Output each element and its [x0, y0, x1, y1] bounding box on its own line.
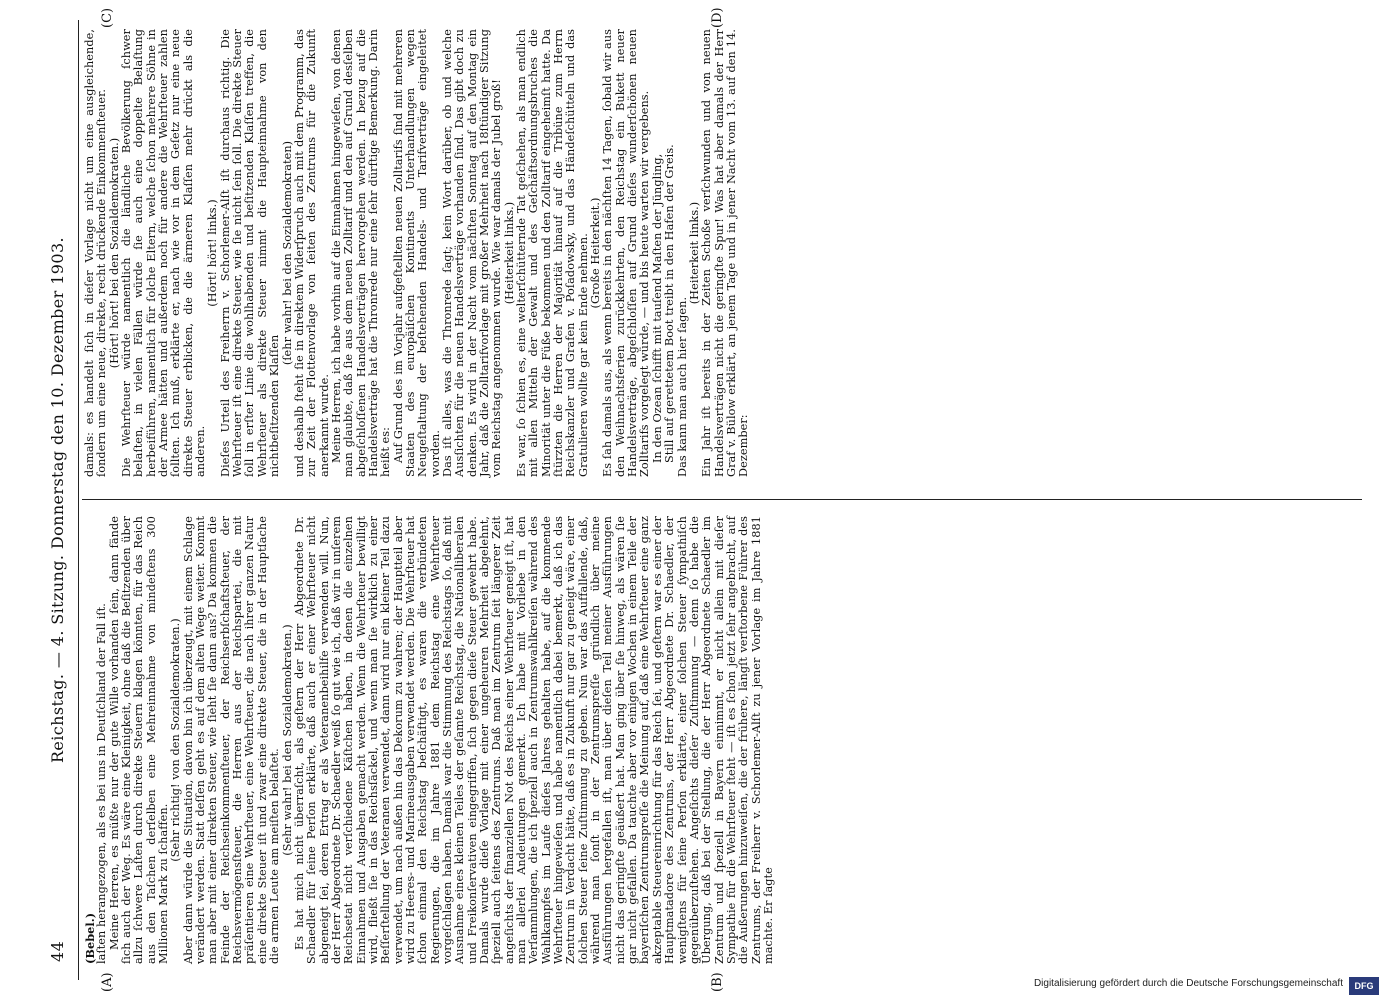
- interjection: (Sehr wahr! bei den Sozialdemokraten.): [280, 624, 294, 856]
- paragraph: Meine Herren, es müßte nur der gute Wille vorhanden ſein, dann fände ſich auch der Weg. Es wäre eine Kleinigkeit, ohne daß die Beſitzenden über allzu ſchwere Laſten durch direkte Steuern klagen könnten, für das Reich aus den Taſchen derſelben eine Mehreinnahme von mindeſtens 300 Millionen Mark zu ſchaffen.: [107, 516, 171, 964]
- paragraph: Aber dann würde die Situation, davon bin ich überzeugt, mit einem Schlage verändert werden. Statt deſſen geht es auf dem alten Wege weiter. Kommt man aber mit einer direkten Steuer, wie ſieht ſie dann aus? Da kommen die Feinde der Reichseinkommenſteuer, der Reichserbſchaftsſteuer, der Reichsvermögensſteuer, die Herren aus der Reichspartei, die mit präſentieren eine Wehrſteuer, eine Wehrſteuer, die nach ihrer ganzen Natur eine direkte Steuer iſt und zwar eine direkte Steuer, die in der Hauptſache die armen Leute am meiſten belaſtet.: [181, 516, 282, 964]
- running-title: Reichstag. — 4. Sitzung. Donnerstag den 10. Dezember 1903.: [48, 236, 67, 764]
- margin-mark-c: (C): [100, 7, 115, 28]
- paragraph: Es ſah damals aus, als wenn bereits in den nächſten 14 Tagen, ſobald wir aus den Weihnachtsferien zurückkehrten, den Reichstag ein Bukett neuer Handelsverträge, abgeſchloſſen auf Grund dieſes wunderſchönen neuen Zolltarifs vorgelegt würde, — und bis heute warten wir vergebens.: [601, 29, 652, 477]
- paragraph: Dieſes Urteil des Freiherrn v. Schorlemer-Alſt iſt durchaus richtig. Die Wehrſteuer iſt eine direkte Steuer, wie ſie nicht ſein ſoll. Die direkte Steuer ſoll in erſter Linie die wohlhabenden und beſitzenden Klaſſen treffen, die Wehrſteuer als direkte Steuer nimmt die Haupteinnahme von den nichtbeſitzenden Klaſſen: [218, 29, 282, 477]
- paragraph: Meine Herren, ich habe vorhin auf die Einnahmen hingewieſen, von denen man glaubte, daß ſie aus dem neuen Zolltarif und den auf Grund desſelben abgeſchloſſenen Handelsverträgen hervorgehen werden. In bezug auf die Handelsverträge hat die Thronrede nur eine ſehr dürftige Bemerkung. Darin heißt es:: [329, 29, 393, 477]
- dfg-logo: DFG: [1349, 977, 1379, 995]
- page-header: [48, 20, 74, 980]
- paragraph: damals: es handelt ſich in dieſer Vorlage nicht um eine ausgleichende, ſondern um eine neue, direkte, recht drückende Einkommenſteuer.: [83, 29, 109, 477]
- paragraph: Das iſt alles, was die Thronrede ſagt; kein Wort darüber, ob und welche Ausſichten für die neuen Handelsverträge vorhanden ſind. Das gibt doch zu denken. Es wird in der Nacht vom nächſten Sonntag auf den Montag ein Jahr, daß die Zolltarifvorlage mit großer Mehrheit nach 18ſtündiger Sitzung vom Reichstag angenommen wurde. Wie war damals der Jubel groß!: [440, 29, 504, 477]
- right-text-column: [84, 29, 751, 477]
- interjection: (Hört! hört! bei den Sozialdemokraten.): [107, 137, 121, 369]
- paragraph: Die Wehrſteuer würde namentlich die ländliche Bevölkerung ſchwer belaſten, in vielen Fällen würde ſie auch eine doppelte Belaſtung herbeiführen, namentlich für ſolche Eltern, welche ſchon mehrere Söhne in der Armee hätten und außerdem noch für andere die Wehrſteuer zahlen ſollten. Ich muß, erklärte er, nach wie vor in dem Geſetz nur eine neue direkte Steuer erblicken, die die ärmeren Klaſſen mehr drückt als die anderen.: [120, 29, 208, 477]
- interjection: (Heiterkeit links.): [687, 201, 701, 305]
- column-divider: [82, 499, 1362, 500]
- paragraph: Ein Jahr iſt bereits in der Zeiten Schoße verſchwunden und von neuen Handelsverträgen nicht die geringſte Spur! Was hat aber damals der Herr Graf v. Bülow erklärt, an jenem Tage und in jener Nacht vom 13. auf den 14. Dezember:: [700, 29, 751, 477]
- paragraph: Es war, ſo ſchien es, eine welterſchütternde Tat geſchehen, als man endlich mit allen Mitteln der Gewalt und des Geſchäftsordnungsbruches die Minorität unter die Füße bekommen und den Zolltarif eingeheimſt hatte. Da ſtürzten die Herren der Majorität hinauf auf die Tribüne zum Herrn Reichskanzler und Grafen v. Poſadowsky, und das Händeſchütteln und das Gratulieren wollte gar kein Ende nehmen.: [515, 29, 590, 477]
- source-footer: [0, 969, 1383, 997]
- paragraph: Es hat mich nicht überraſcht, als geſtern der Herr Abgeordnete Dr. Schaedler für ſeine Perſon erklärte, daß auch er einer Wehrſteuer nicht abgeneigt ſei, deren Ertrag er als Veteranenbeihilfe verwenden will. Nun, der Herr Abgeordnete Dr. Schaedler weiß ſo gut wie ich, daß wir in unſerem Reichsetat nicht verſchiedene Käſtchen haben, in denen die einzelnen Einnahmen und Ausgaben gemacht werden. Wenn die Wehrſteuer bewilligt wird, fließt ſie in das Reichsſäckel, und wenn man ſie wirklich zu einer Beſſerſtellung der Veteranen verwendet, dann wird nur ein kleiner Teil dazu verwendet, um nach außen hin das Dekorum zu wahren; der Hauptteil aber wird zu Heeres- und Marineausgaben verwendet werden. Die Wehrſteuer hat ſchon einmal den Reichstag beſchäftigt, es waren die verbündeten Regierungen, die im Jahre 1881 dem Reichstag eine Wehrſteuer vorgeſchlagen haben. Damals war die Stimmung des Reichstags ſo, daß mit Ausnahme eines kleinen Teiles der geſamte Reichstag, die Nationalliberalen und Freikonſervativen eingegriffen, ſich gegen dieſe Steuer gewehrt habe. Damals wurde dieſe Vorlage mit einer ungeheuren Mehrheit abgelehnt, ſpeziell auch ſeitens des Zentrums. Daß man im Zentrum ſeit längerer Zeit angeſichts der finanziellen Not des Reichs einer Wehrſteuer geneigt iſt, hat man allerlei Andeutungen gemerkt. Ich habe mit Vorliebe in den Verſammlungen, die ich ſpeziell auch in Zentrumswahlkreiſen während des Wahlkampfes im Laufe dieſes Jahres gehalten habe, auf die kommende Wehrſteuer hingewieſen und habe namentlich dabei bemerkt, daß ich das Zentrum in Verdacht hätte, daß es in Zukunft nur gar zu geneigt wäre, einer ſolchen Steuer ſeine Zuſtimmung zu geben. Nun war das Auffallende, daß, während man ſonſt in der Zentrumspreſſe gründlich über meine Ausführungen hergefallen iſt, man über dieſen Teil meiner Ausführungen nicht das geringſte geäußert hat. Man ging über ſie hinweg, als wären ſie gar nicht gefallen. Da tauchte aber vor einigen Wochen in einem Teile der bayeriſchen Zentrumspreſſe die Meinung auf, daß eine Wehrſteuer eine ganz akzeptable Steuereinrichtung für das Reich ſei, und geſtern war es einer der Hauptmatadore des Zentrums, der Herr Abgeordnete Dr. Schaedler, der wenigſtens für ſeine Perſon erklärte, einer ſolchen Steuer ſympathiſch gegenüberzuſtehen. Angeſichts dieſer Zuſtimmung — denn ſo habe die Übergung, daß bei der Stellung, die der Herr Abgeordnete Schaedler im Zentrum und ſpeziell in Bayern einnimmt, er nicht allein mit dieſer Sympathie für die Wehrſteuer ſteht — iſt es ſchon jetzt ſehr angebracht, auf die Äußerungen hinzuweiſen, die der frühere, längſt verſtorbene Führer des Zentrums, der Freiherr v. Schorlemer-Alſt zu jener Vorlage im Jahre 1881 machte. Er ſagte: [292, 516, 775, 964]
- paragraph: Das kann man auch hier ſagen.: [675, 296, 689, 477]
- interjection: (ſehr wahr! bei den Sozialdemokraten): [280, 140, 294, 366]
- interjection: (Große Heiterkeit.): [589, 197, 603, 309]
- header-rule: [78, 20, 79, 980]
- margin-mark-b: (B): [710, 972, 725, 992]
- paragraph: In den Ozean ſchifft mit tauſend Maſten der Jüngling,: [650, 153, 664, 463]
- paragraph: laſten herangezogen, als es bei uns in Deutſchland der Fall iſt.: [95, 603, 109, 964]
- paragraph: und deshalb ſteht ſie in direktem Widerſpruch auch mit dem Programm, das zur Zeit der Flottenvorlage von ſeiten des Zentrums für die Zukunft anerkannt wurde.: [292, 29, 331, 477]
- paragraph: Still auf gerettetem Boot treibt in den Hafen der Greis.: [663, 144, 677, 463]
- interjection: (Sehr richtig! von den Sozialdemokraten.): [169, 618, 183, 862]
- speaker-name: (Bebel.): [83, 912, 97, 964]
- left-text-column: [84, 516, 775, 964]
- margin-mark-a: (A): [100, 972, 115, 992]
- funding-note: Digitalisierung gefördert durch die Deutsche Forschungsgemeinschaft: [1033, 978, 1343, 989]
- page-number: 44: [48, 940, 67, 962]
- interjection: (Hört! hört! links.): [206, 199, 220, 307]
- interjection: (Heiterkeit links.): [502, 201, 516, 305]
- paragraph: Auf Grund des im Vorjahr aufgeſtellten neuen Zolltarifs ſind mit mehreren Staaten des europäiſchen Kontinents Unterhandlungen wegen Neugeſtaltung der beſtehenden Handels- und Tarifverträge eingeleitet worden.: [391, 29, 442, 477]
- margin-mark-d: (D): [710, 7, 725, 28]
